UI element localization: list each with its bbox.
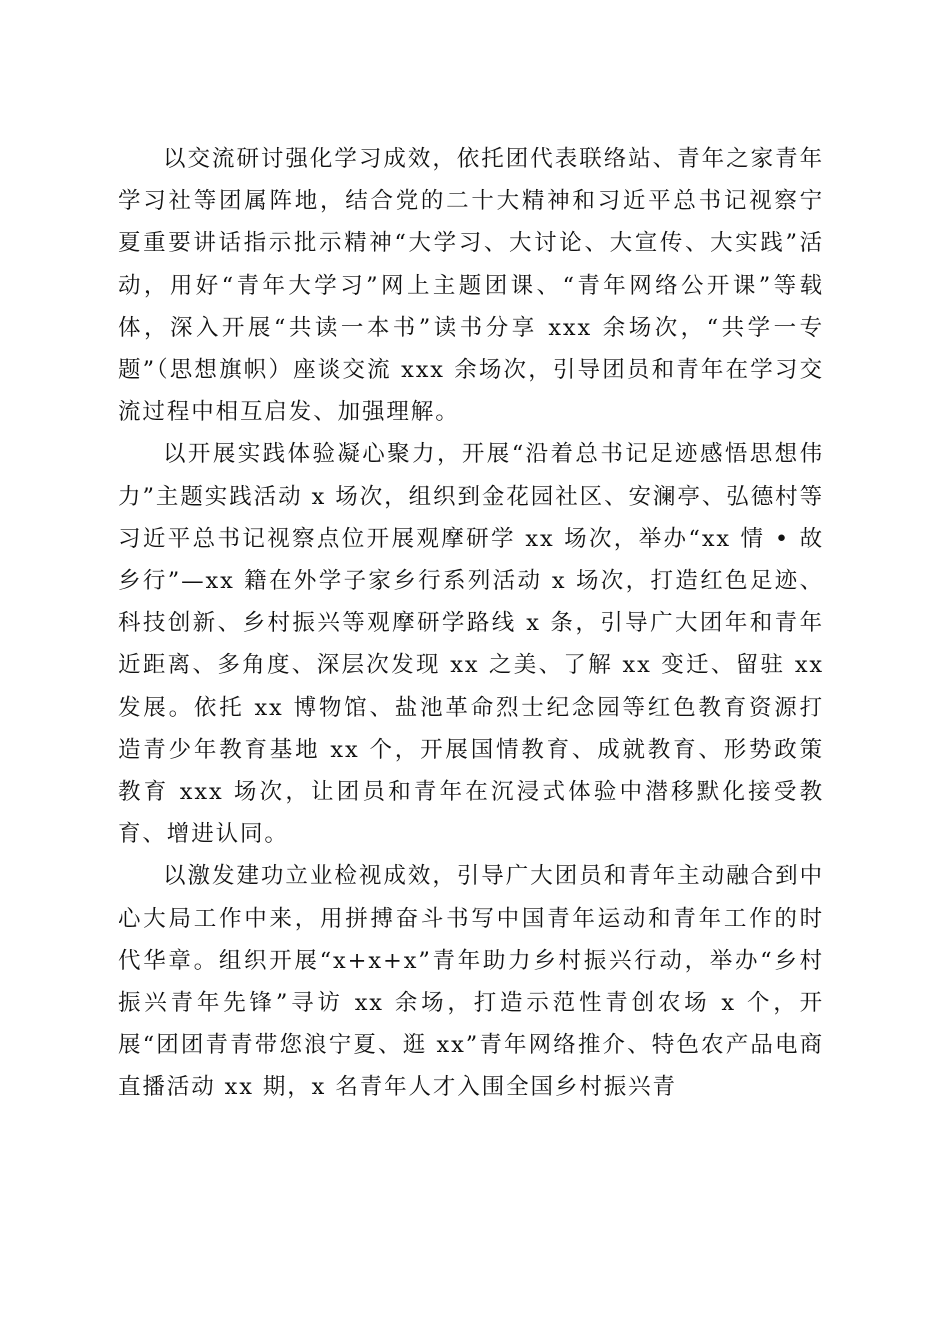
paragraph-achievement: 以激发建功立业检视成效，引导广大团员和青年主动融合到中心大局工作中来，用拼搏奋斗书写中国青年运动和青年工作的时代华章。组织开展“x+x+x”青年助力乡村振兴行动，举办“乡村振兴青年先锋”寻访 xx 余场，打造示范性青创农场 x 个，开展“团团青青带您浪宁夏、逛 xx”青年网络推介、特色农产品电商直播活动 xx 期，x 名青年人才入围全国乡村振兴青 <box>118 863 824 1101</box>
paragraph-practice-experience: 以开展实践体验凝心聚力，开展“沿着总书记足迹感悟思想伟力”主题实践活动 x 场次，组织到金花园社区、安澜亭、弘德村等习近平总书记视察点位开展观摩研学 xx 场次，举办“xx 情 • 故乡行”—xx 籍在外学子家乡行系列活动 x 场次，打造红色足迹、科技创新、乡村振兴等观摩研学路线 x 条，引导广大团年和青年近距离、多角度、深层次发现 xx 之美、了解 xx 变迁、留驻 xx 发展。依托 xx 博物馆、盐池革命烈士纪念园等红色教育资源打造青少年教育基地 xx 个，开展国情教育、成就教育、形势政策教育 xxx 场次，让团员和青年在沉浸式体验中潜移默化接受教育、增进认同。 <box>118 441 824 848</box>
body-text <box>118 138 824 1109</box>
paragraph-study-exchange: 以交流研讨强化学习成效，依托团代表联络站、青年之家青年学习社等团属阵地，结合党的二十大精神和习近平总书记视察宁夏重要讲话指示批示精神“大学习、大讨论、大宣传、大实践”活动，用好“青年大学习”网上主题团课、“青年网络公开课”等载体，深入开展“共读一本书”读书分享 xxx 余场次，“共学一专题”（思想旗帜）座谈交流 xxx 余场次，引导团员和青年在学习交流过程中相互启发、加强理解。 <box>118 146 824 426</box>
